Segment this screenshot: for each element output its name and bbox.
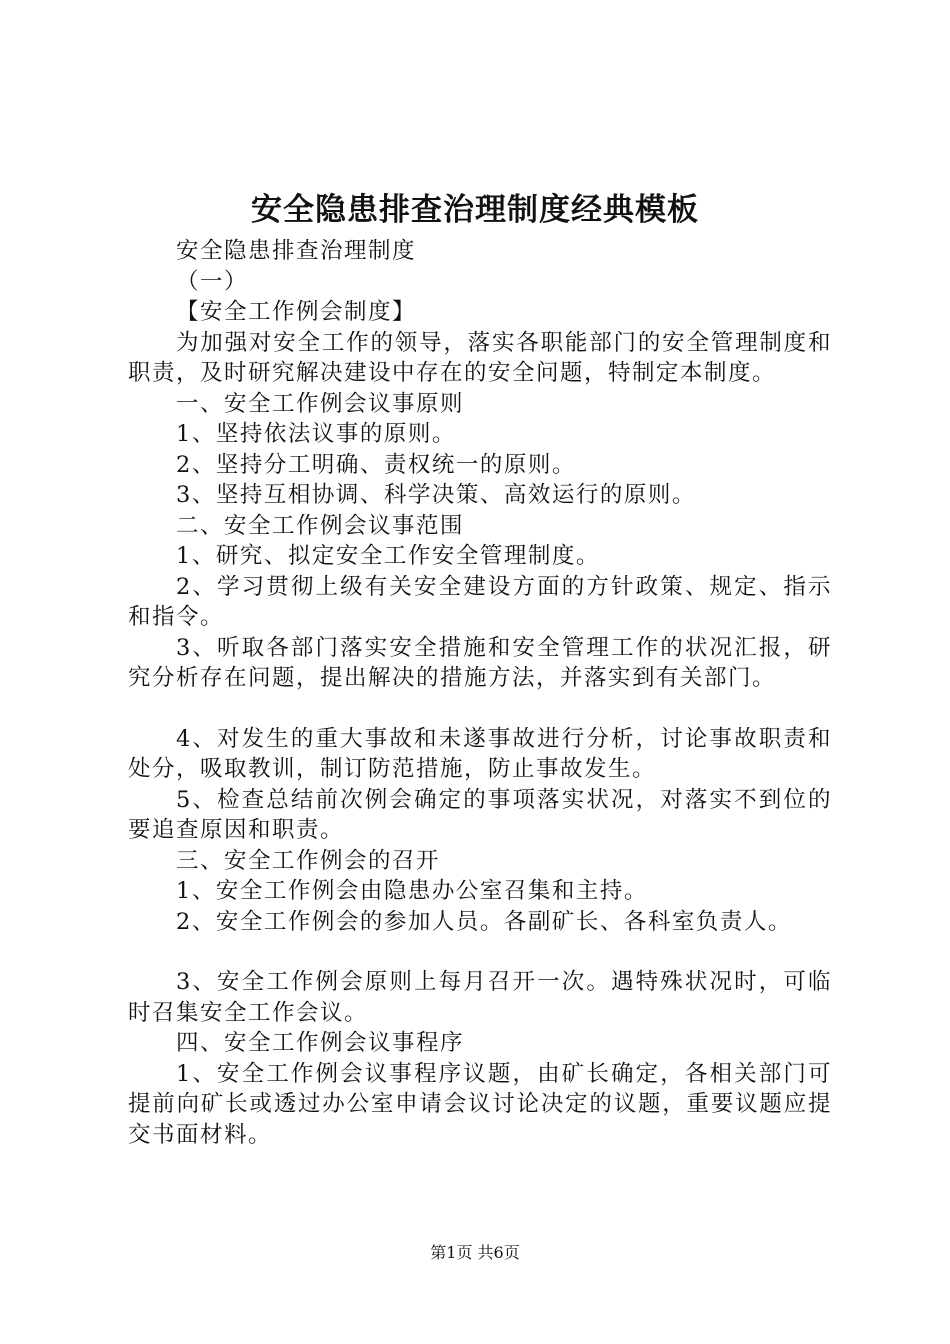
paragraph: 3、安全工作例会原则上每月召开一次。遇特殊状况时，可临时召集安全工作会议。 [128, 969, 832, 1026]
paragraph: 1、研究、拟定安全工作安全管理制度。 [176, 543, 600, 569]
paragraph: 二、安全工作例会议事范围 [176, 512, 465, 539]
page-footer: 第1页 共6页 [430, 1243, 520, 1262]
paragraph: 1、安全工作例会由隐患办公室召集和主持。 [176, 878, 648, 904]
paragraph: 三、安全工作例会的召开 [176, 847, 441, 874]
paragraph: 安全隐患排查治理制度 [176, 238, 417, 264]
paragraph: 4、对发生的重大事故和未遂事故进行分析，讨论事故职责和处分，吸取教训，制订防范措施，防止事故发生。 [128, 725, 832, 782]
paragraph: 2、安全工作例会的参加人员。各副矿长、各科室负责人。 [176, 908, 792, 935]
paragraph: （一） [176, 268, 249, 295]
paragraph: 3、坚持互相协调、科学决策、高效运行的原则。 [176, 482, 696, 508]
paragraph: 【安全工作例会制度】 [176, 299, 417, 325]
paragraph: 1、安全工作例会议事程序议题，由矿长确定，各相关部门可提前向矿长或透过办公室申请会议讨论决定的议题，重要议题应提交书面材料。 [128, 1060, 832, 1148]
paragraph: 5、检查总结前次例会确定的事项落实状况，对落实不到位的要追查原因和职责。 [128, 786, 832, 843]
paragraph: 2、坚持分工明确、责权统一的原则。 [176, 451, 576, 478]
document-body [128, 236, 832, 1150]
paragraph: 1、坚持依法议事的原则。 [176, 421, 456, 447]
paragraph: 四、安全工作例会议事程序 [176, 1030, 465, 1056]
paragraph: 一、安全工作例会议事原则 [176, 390, 465, 417]
paragraph: 为加强对安全工作的领导，落实各职能部门的安全管理制度和职责，及时研究解决建设中存在的安全问题，特制定本制度。 [128, 329, 832, 386]
document-title: 安全隐患排查治理制度经典模板 [251, 192, 699, 228]
paragraph: 2、学习贯彻上级有关安全建设方面的方针政策、规定、指示和指令。 [128, 573, 832, 630]
paragraph: 3、听取各部门落实安全措施和安全管理工作的状况汇报，研究分析存在问题，提出解决的措施方法，并落实到有关部门。 [128, 634, 832, 691]
